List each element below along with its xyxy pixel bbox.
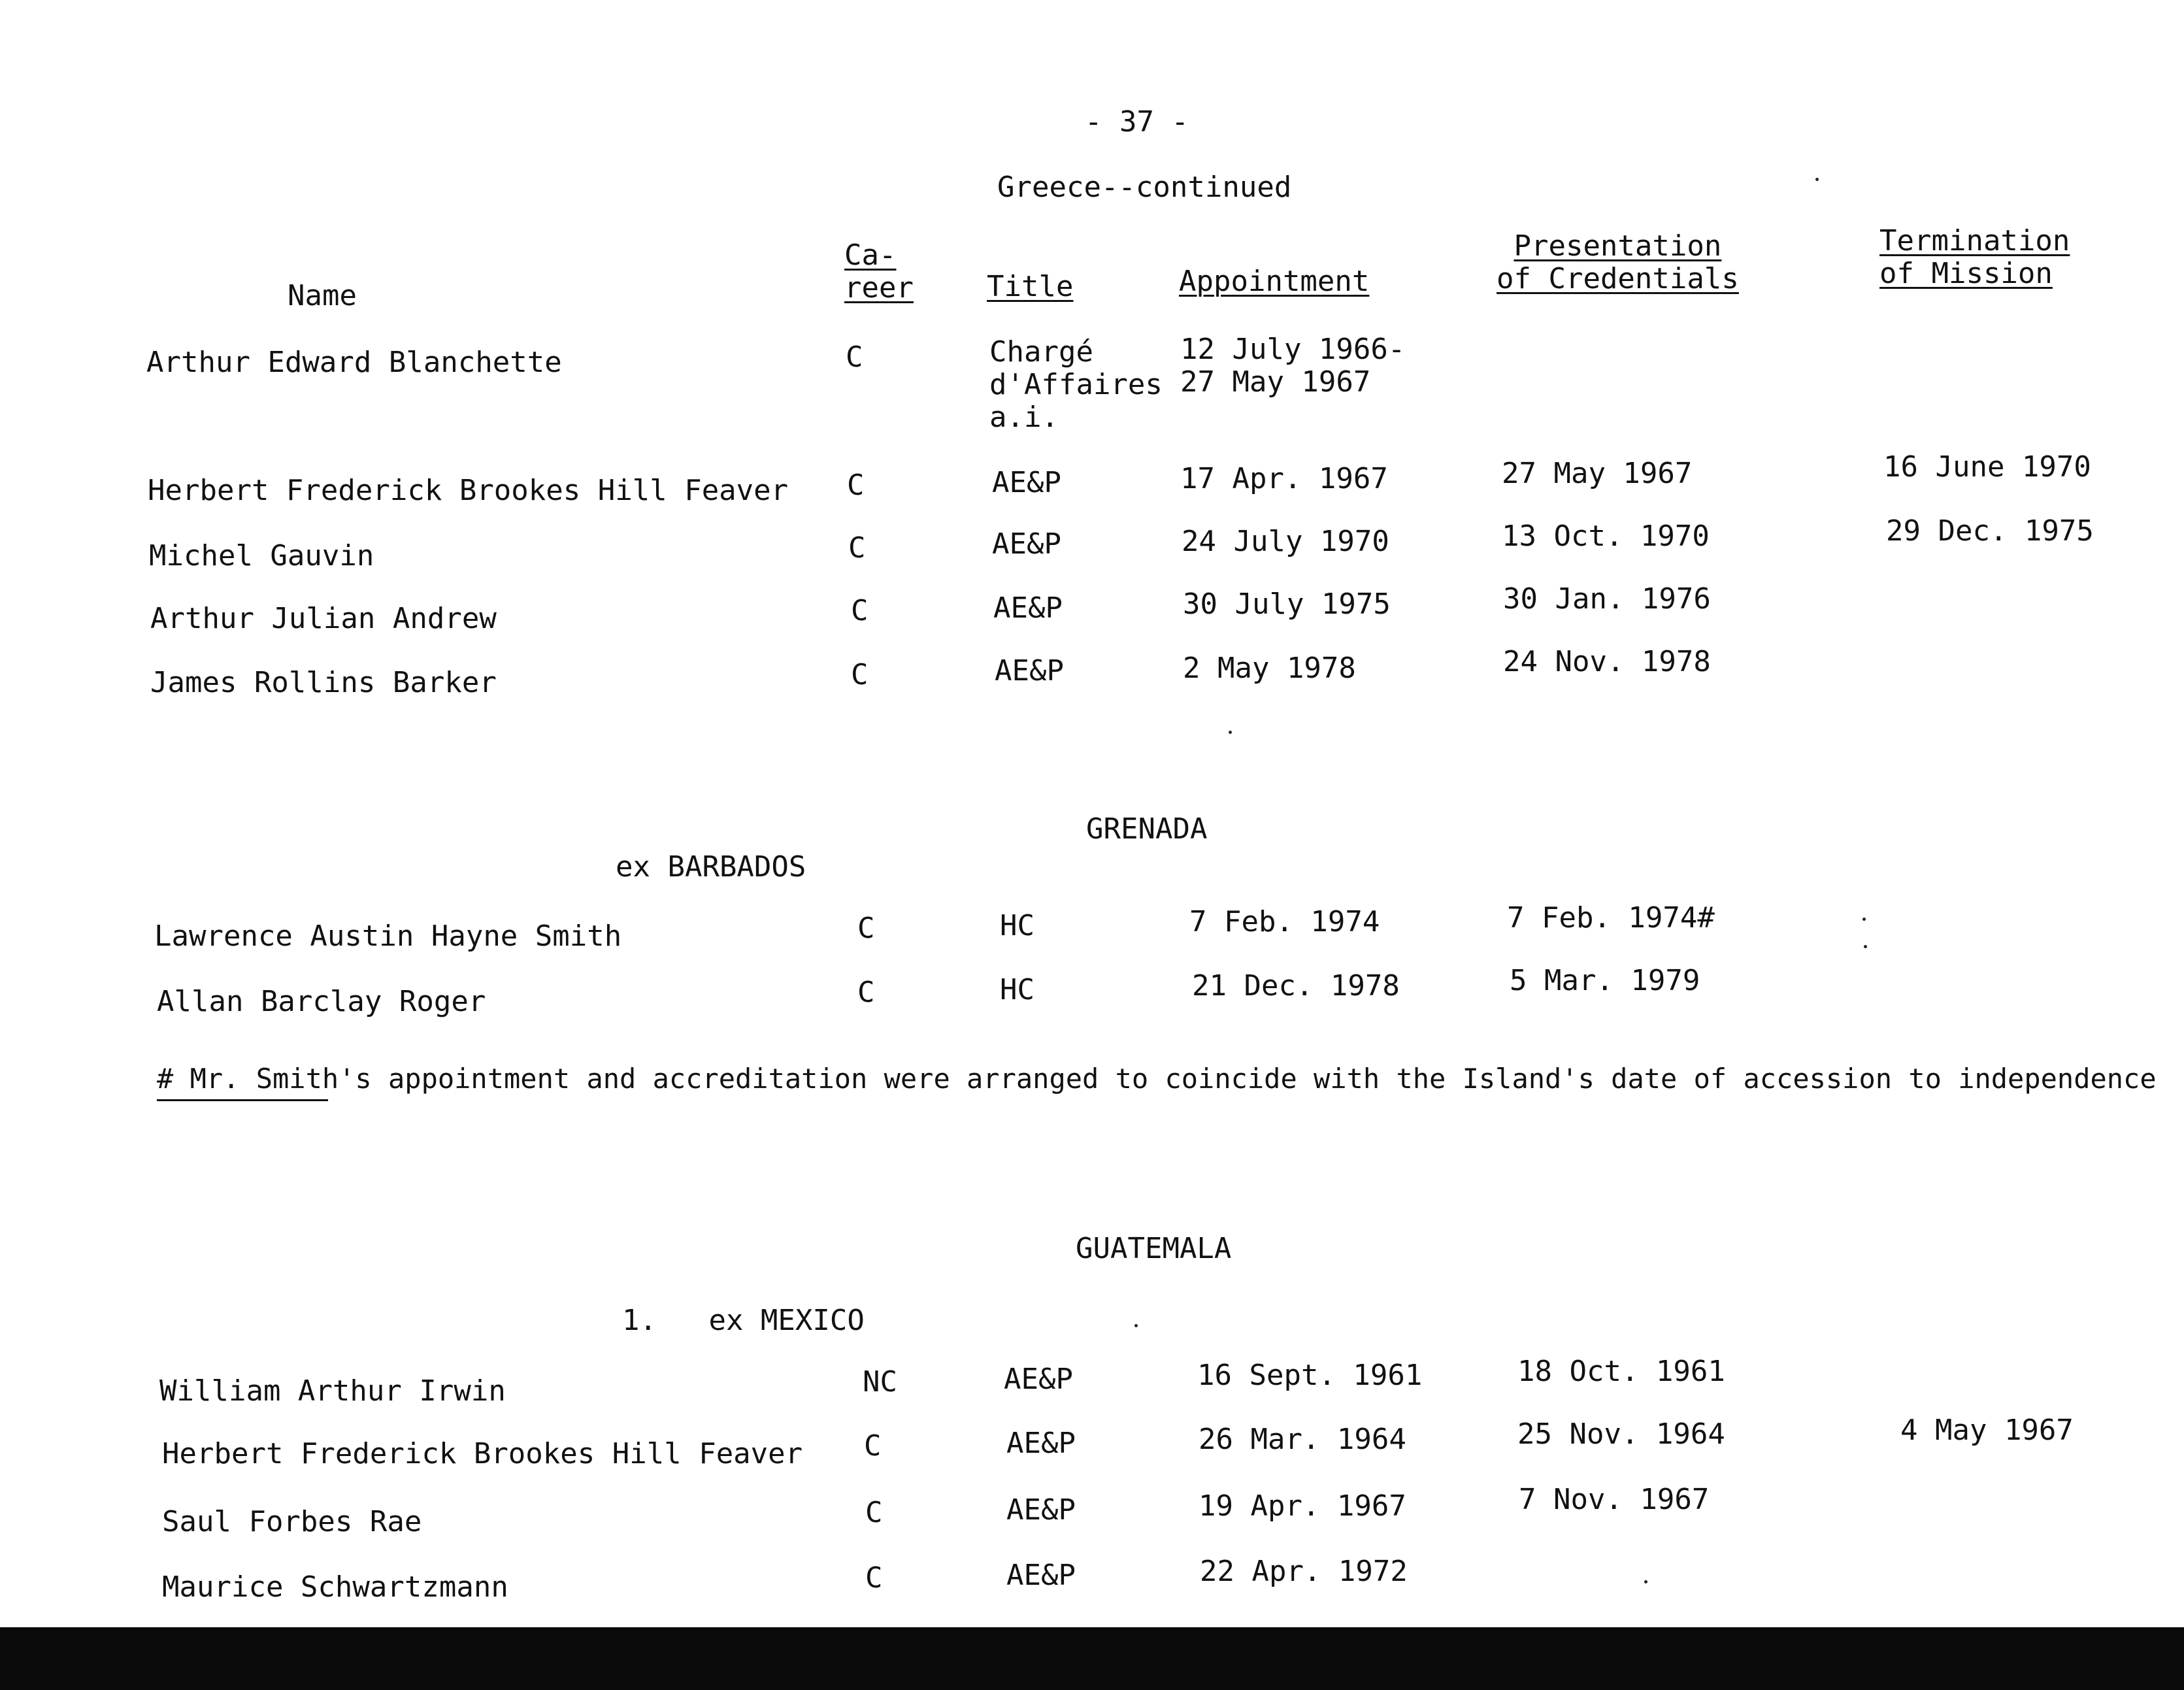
- appointment-cell: 30 July 1975: [1183, 588, 1391, 621]
- career-cell: C: [865, 1561, 883, 1595]
- title-cell: AE&P: [993, 591, 1063, 625]
- name-cell: James Rollins Barker: [150, 666, 497, 699]
- career-cell: C: [864, 1429, 882, 1463]
- title-cell: AE&P: [995, 654, 1064, 688]
- column-header-title: Title: [987, 270, 1074, 303]
- name-cell: Lawrence Austin Hayne Smith: [154, 920, 622, 953]
- section-subheading-grenada: ex BARBADOS: [616, 850, 806, 884]
- scan-speck: [1229, 731, 1232, 734]
- title-cell: AE&P: [1006, 1493, 1076, 1527]
- title-cell: AE&P: [1006, 1427, 1076, 1460]
- name-cell: Arthur Edward Blanchette: [146, 346, 562, 379]
- column-header-appointment: Appointment: [1179, 265, 1370, 298]
- name-cell: Saul Forbes Rae: [162, 1505, 422, 1538]
- footnote: # Mr. Smith's appointment and accreditation were arranged to coincide with the Island's date of accession to independence: [157, 1063, 2157, 1095]
- footnote-underline: [157, 1099, 328, 1101]
- section-heading-greece: Greece--continued: [997, 171, 1292, 204]
- presentation-cell: 27 May 1967: [1502, 457, 1693, 490]
- appointment-cell: 2 May 1978: [1183, 652, 1356, 685]
- title-cell: AE&P: [992, 527, 1061, 561]
- title-cell: HC: [1000, 909, 1034, 942]
- title-cell: AE&P: [992, 466, 1061, 499]
- presentation-cell: 7 Nov. 1967: [1519, 1483, 1710, 1516]
- title-cell: Chargé d'Affaires a.i.: [989, 335, 1163, 434]
- presentation-cell: 30 Jan. 1976: [1503, 582, 1711, 616]
- termination-cell: 16 June 1970: [1883, 450, 2091, 484]
- appointment-cell: 24 July 1970: [1182, 525, 1389, 558]
- career-cell: C: [857, 912, 875, 945]
- career-cell: C: [851, 658, 869, 691]
- name-cell: Herbert Frederick Brookes Hill Feaver: [148, 474, 789, 507]
- career-cell: C: [848, 531, 866, 565]
- appointment-cell: 12 July 1966- 27 May 1967: [1180, 333, 1406, 399]
- presentation-cell: 25 Nov. 1964: [1517, 1417, 1725, 1451]
- scan-border: [0, 1627, 2184, 1690]
- title-cell: HC: [1000, 973, 1034, 1006]
- presentation-cell: 13 Oct. 1970: [1502, 520, 1710, 553]
- name-cell: Maurice Schwartzmann: [162, 1570, 508, 1604]
- career-cell: C: [851, 594, 869, 627]
- section-heading-guatemala: GUATEMALA: [1076, 1232, 1232, 1265]
- scan-speck: [1644, 1580, 1647, 1583]
- career-cell: C: [846, 340, 863, 374]
- column-header-presentation: Presentation of Credentials: [1497, 229, 1739, 295]
- appointment-cell: 19 Apr. 1967: [1199, 1489, 1406, 1523]
- title-cell: AE&P: [1004, 1363, 1073, 1396]
- scan-speck: [1815, 178, 1819, 181]
- name-cell: William Arthur Irwin: [159, 1374, 506, 1408]
- name-cell: Allan Barclay Roger: [157, 985, 486, 1018]
- presentation-cell: 5 Mar. 1979: [1510, 964, 1700, 997]
- appointment-cell: 26 Mar. 1964: [1199, 1423, 1406, 1456]
- appointment-cell: 17 Apr. 1967: [1180, 462, 1388, 495]
- column-header-termination: Termination of Mission: [1879, 224, 2070, 290]
- presentation-cell: 18 Oct. 1961: [1517, 1355, 1725, 1388]
- termination-cell: 29 Dec. 1975: [1886, 514, 2094, 548]
- career-cell: NC: [863, 1365, 897, 1399]
- section-heading-grenada: GRENADA: [1086, 812, 1208, 846]
- name-cell: Herbert Frederick Brookes Hill Feaver: [162, 1437, 803, 1470]
- scan-speck: [1134, 1324, 1138, 1327]
- page-number: - 37 -: [1085, 105, 1189, 139]
- presentation-cell: 24 Nov. 1978: [1503, 645, 1711, 678]
- name-cell: Michel Gauvin: [149, 539, 374, 572]
- appointment-cell: 22 Apr. 1972: [1200, 1555, 1408, 1588]
- title-cell: AE&P: [1006, 1559, 1076, 1592]
- appointment-cell: 7 Feb. 1974: [1189, 905, 1380, 938]
- career-cell: C: [857, 976, 875, 1009]
- presentation-cell: 7 Feb. 1974#: [1507, 901, 1715, 935]
- scan-speck: [1864, 945, 1867, 948]
- appointment-cell: 16 Sept. 1961: [1197, 1359, 1423, 1392]
- appointment-cell: 21 Dec. 1978: [1192, 969, 1400, 1002]
- termination-cell: 4 May 1967: [1900, 1414, 2074, 1447]
- column-header-name: Name: [288, 279, 357, 312]
- career-cell: C: [847, 469, 865, 502]
- career-cell: C: [865, 1496, 883, 1529]
- section-subheading-guatemala: 1. ex MEXICO: [622, 1304, 865, 1337]
- scan-speck: [1862, 918, 1866, 921]
- column-header-career: Ca- reer: [844, 239, 914, 305]
- name-cell: Arthur Julian Andrew: [150, 602, 497, 635]
